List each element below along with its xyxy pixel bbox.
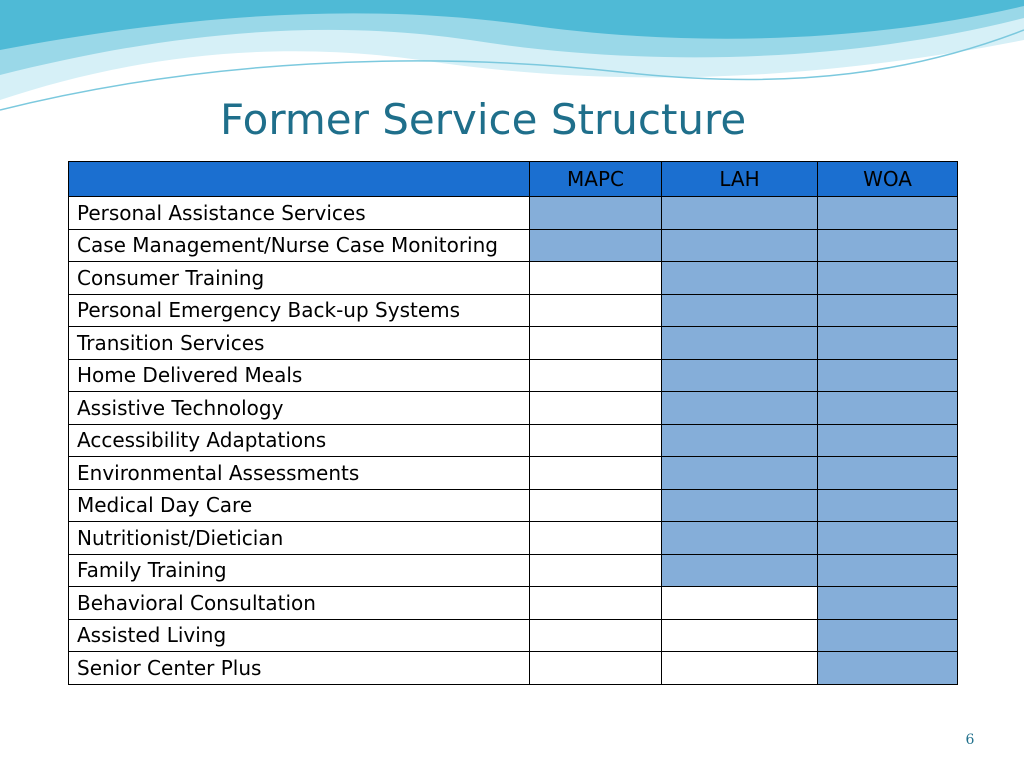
service-name-cell: Personal Emergency Back-up Systems xyxy=(69,294,530,327)
table-header-row xyxy=(69,162,958,197)
mapc-provider-cell xyxy=(530,294,662,327)
service-structure-table xyxy=(68,161,958,685)
column-header-lah: LAH xyxy=(662,162,818,197)
mapc-provider-cell xyxy=(530,392,662,425)
woa-provider-cell xyxy=(818,392,958,425)
woa-provider-cell xyxy=(818,619,958,652)
service-name-cell: Home Delivered Meals xyxy=(69,359,530,392)
mapc-provider-cell xyxy=(530,489,662,522)
service-name-cell: Senior Center Plus xyxy=(69,652,530,685)
page-number: 6 xyxy=(965,732,975,748)
mapc-provider-cell xyxy=(530,457,662,490)
column-header-mapc: MAPC xyxy=(530,162,662,197)
lah-provider-cell xyxy=(662,229,818,262)
woa-provider-cell xyxy=(818,197,958,230)
woa-provider-cell xyxy=(818,457,958,490)
lah-provider-cell xyxy=(662,522,818,555)
lah-provider-cell xyxy=(662,327,818,360)
lah-provider-cell xyxy=(662,197,818,230)
lah-provider-cell xyxy=(662,262,818,295)
mapc-provider-cell xyxy=(530,197,662,230)
table-row xyxy=(69,619,958,652)
slide-title: Former Service Structure xyxy=(220,95,747,144)
column-header-service xyxy=(69,162,530,197)
table-row xyxy=(69,197,958,230)
woa-provider-cell xyxy=(818,294,958,327)
lah-provider-cell xyxy=(662,619,818,652)
service-name-cell: Consumer Training xyxy=(69,262,530,295)
service-name-cell: Nutritionist/Dietician xyxy=(69,522,530,555)
table-row xyxy=(69,359,958,392)
woa-provider-cell xyxy=(818,554,958,587)
service-name-cell: Case Management/Nurse Case Monitoring xyxy=(69,229,530,262)
service-name-cell: Assistive Technology xyxy=(69,392,530,425)
table-row xyxy=(69,489,958,522)
lah-provider-cell xyxy=(662,424,818,457)
mapc-provider-cell xyxy=(530,229,662,262)
column-header-woa: WOA xyxy=(818,162,958,197)
table-row xyxy=(69,327,958,360)
lah-provider-cell xyxy=(662,554,818,587)
service-name-cell: Assisted Living xyxy=(69,619,530,652)
table-row xyxy=(69,587,958,620)
table-row xyxy=(69,522,958,555)
lah-provider-cell xyxy=(662,359,818,392)
woa-provider-cell xyxy=(818,587,958,620)
lah-provider-cell xyxy=(662,489,818,522)
table-row xyxy=(69,229,958,262)
lah-provider-cell xyxy=(662,294,818,327)
table-row xyxy=(69,554,958,587)
mapc-provider-cell xyxy=(530,652,662,685)
mapc-provider-cell xyxy=(530,262,662,295)
mapc-provider-cell xyxy=(530,619,662,652)
lah-provider-cell xyxy=(662,392,818,425)
mapc-provider-cell xyxy=(530,554,662,587)
service-name-cell: Family Training xyxy=(69,554,530,587)
table-body xyxy=(69,197,958,685)
table-row xyxy=(69,424,958,457)
mapc-provider-cell xyxy=(530,522,662,555)
woa-provider-cell xyxy=(818,359,958,392)
table-row xyxy=(69,652,958,685)
service-name-cell: Transition Services xyxy=(69,327,530,360)
woa-provider-cell xyxy=(818,229,958,262)
service-name-cell: Environmental Assessments xyxy=(69,457,530,490)
mapc-provider-cell xyxy=(530,327,662,360)
lah-provider-cell xyxy=(662,652,818,685)
table-row xyxy=(69,262,958,295)
mapc-provider-cell xyxy=(530,587,662,620)
lah-provider-cell xyxy=(662,457,818,490)
service-name-cell: Medical Day Care xyxy=(69,489,530,522)
woa-provider-cell xyxy=(818,424,958,457)
service-name-cell: Behavioral Consultation xyxy=(69,587,530,620)
woa-provider-cell xyxy=(818,327,958,360)
woa-provider-cell xyxy=(818,652,958,685)
woa-provider-cell xyxy=(818,262,958,295)
woa-provider-cell xyxy=(818,522,958,555)
mapc-provider-cell xyxy=(530,359,662,392)
service-name-cell: Personal Assistance Services xyxy=(69,197,530,230)
service-name-cell: Accessibility Adaptations xyxy=(69,424,530,457)
table-row xyxy=(69,392,958,425)
woa-provider-cell xyxy=(818,489,958,522)
lah-provider-cell xyxy=(662,587,818,620)
table-row xyxy=(69,294,958,327)
table-row xyxy=(69,457,958,490)
mapc-provider-cell xyxy=(530,424,662,457)
